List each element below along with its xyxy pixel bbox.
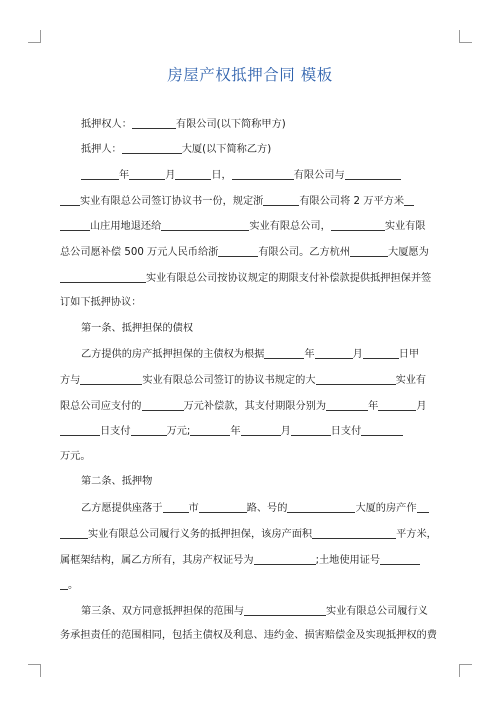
- text-run: 月: [280, 426, 291, 437]
- text-run: 日甲: [398, 349, 420, 360]
- fill-in-blank: [81, 168, 119, 180]
- text-run: 年: [304, 349, 315, 360]
- fill-in-blank: [244, 604, 326, 616]
- text-line: [60, 629, 450, 643]
- text-line: [60, 527, 450, 542]
- fill-in-blank: [132, 117, 176, 129]
- text-run: ;土地使用证号: [315, 555, 381, 566]
- fill-in-blank: [142, 399, 184, 411]
- text-run: 第二条、抵押物: [81, 476, 153, 487]
- text-line: [81, 347, 450, 362]
- fill-in-blank: [175, 168, 211, 180]
- fill-in-blank: [60, 527, 88, 539]
- fill-in-blank: [345, 168, 401, 180]
- fill-in-blank: [254, 553, 316, 565]
- fill-in-blank: [60, 194, 80, 206]
- crop-mark-bottom-left: [28, 664, 41, 677]
- text-run: 。: [68, 580, 79, 591]
- text-run: 大厦(以下简称乙方): [181, 144, 272, 155]
- fill-in-blank: [122, 142, 182, 154]
- text-run: 实业有限总公司履行义务的抵押担保，该房产面积: [88, 529, 313, 540]
- text-run: 路、号的: [246, 503, 288, 514]
- fill-in-blank: [363, 347, 399, 359]
- text-line: [60, 296, 450, 310]
- crop-mark-bottom-right: [459, 664, 472, 677]
- text-line: [60, 194, 450, 209]
- fill-in-blank: [131, 424, 167, 436]
- text-run: 月: [165, 170, 176, 181]
- fill-in-blank: [417, 501, 429, 513]
- text-line: [60, 450, 450, 464]
- text-run: 抵押人：: [81, 144, 122, 155]
- text-line: [60, 578, 450, 593]
- text-run: 乙方愿提供座落于: [81, 503, 163, 514]
- text-run: 实业有限总公司按协议规定的期限支付补偿款提供抵押担保并签: [146, 273, 432, 284]
- text-line: [81, 501, 450, 516]
- text-line: [60, 399, 450, 414]
- text-run: 万元补偿款，其支付期限分别为: [183, 401, 327, 412]
- text-run: 实业有限总公司签订协议书一份，规定浙: [80, 196, 264, 207]
- text-run: 订如下抵押协议：: [60, 297, 142, 308]
- text-run: 有限公司将 2 万平方米: [299, 196, 405, 207]
- text-run: 有限公司(以下简称甲方): [175, 119, 286, 130]
- text-line: [60, 219, 450, 234]
- text-run: 年: [368, 401, 379, 412]
- text-line: [81, 475, 450, 489]
- text-run: 第三条、双方同意抵押担保的范围与: [81, 606, 244, 617]
- fill-in-blank: [232, 168, 294, 180]
- text-line: [81, 142, 450, 157]
- text-run: 有限公司。乙方杭州: [258, 247, 351, 258]
- text-run: 务承担责任的范围相同，包括主债权及利息、违约金、损害赔偿金及实现抵押权的费: [60, 630, 437, 641]
- fill-in-blank: [312, 527, 396, 539]
- crop-mark-top-left: [28, 30, 41, 43]
- text-run: 属框架结构，属乙方所有，其房产权证号为: [60, 555, 254, 566]
- fill-in-blank: [190, 424, 230, 436]
- fill-in-blank: [263, 194, 299, 206]
- text-run: 大厦愿为: [388, 247, 429, 258]
- fill-in-blank: [60, 424, 100, 436]
- fill-in-blank: [161, 219, 249, 231]
- text-run: 万元。: [60, 451, 91, 462]
- text-run: 市: [188, 503, 199, 514]
- text-run: 大厦的房产作: [355, 503, 417, 514]
- text-line: [60, 245, 450, 260]
- fill-in-blank: [361, 424, 403, 436]
- text-run: 月: [352, 349, 363, 360]
- text-run: 抵押权人：: [81, 119, 132, 130]
- fill-in-blank: [241, 424, 281, 436]
- fill-in-blank: [315, 347, 353, 359]
- fill-in-blank: [326, 399, 368, 411]
- text-line: [81, 117, 450, 132]
- text-run: 日支付: [100, 426, 131, 437]
- fill-in-blank: [331, 219, 385, 231]
- text-run: 日支付: [330, 426, 362, 437]
- text-run: 第一条、抵押担保的债权: [81, 323, 194, 334]
- fill-in-blank: [218, 245, 258, 257]
- text-run: 实业有限总公司，: [249, 221, 331, 232]
- text-run: 限总公司应支付的: [60, 401, 142, 412]
- text-run: 日，: [211, 170, 232, 181]
- text-line: [60, 553, 450, 568]
- text-run: 实业有限: [384, 221, 426, 232]
- text-run: 有限公司与: [293, 170, 345, 181]
- fill-in-blank: [60, 219, 90, 231]
- fill-in-blank: [199, 501, 247, 513]
- text-run: 实业有限总公司签订的协议书规定的大: [142, 375, 316, 386]
- fill-in-blank: [380, 553, 420, 565]
- fill-in-blank: [163, 501, 189, 513]
- fill-in-blank: [378, 399, 416, 411]
- text-run: 方与: [60, 375, 81, 386]
- fill-in-blank: [264, 347, 304, 359]
- text-line: [81, 168, 450, 183]
- text-run: 乙方提供的房产抵押担保的主债权为根据: [81, 349, 265, 360]
- fill-in-blank: [350, 245, 388, 257]
- fill-in-blank: [287, 501, 355, 513]
- text-run: 万元;: [166, 426, 191, 437]
- text-run: 实业有限总公司履行义: [326, 606, 428, 617]
- text-line: [60, 271, 450, 286]
- text-line: [60, 373, 450, 388]
- text-line: [60, 424, 450, 439]
- fill-in-blank: [291, 424, 331, 436]
- fill-in-blank: [404, 194, 414, 206]
- text-line: [81, 604, 450, 619]
- text-run: 月: [416, 401, 427, 412]
- text-run: 实业有: [395, 375, 427, 386]
- text-line: [81, 322, 450, 336]
- text-run: 年: [230, 426, 241, 437]
- crop-mark-top-right: [459, 30, 472, 43]
- text-run: 年: [119, 170, 130, 181]
- text-run: 总公司愿补偿 500 万元人民币给浙: [60, 247, 219, 258]
- text-run: 山庄用地退还给: [90, 221, 162, 232]
- text-run: 平方米，: [396, 529, 437, 540]
- fill-in-blank: [60, 578, 68, 590]
- document-title: 房屋产权抵押合同 模板: [167, 66, 333, 84]
- fill-in-blank: [80, 373, 142, 385]
- fill-in-blank: [316, 373, 396, 385]
- fill-in-blank: [60, 271, 146, 283]
- fill-in-blank: [129, 168, 165, 180]
